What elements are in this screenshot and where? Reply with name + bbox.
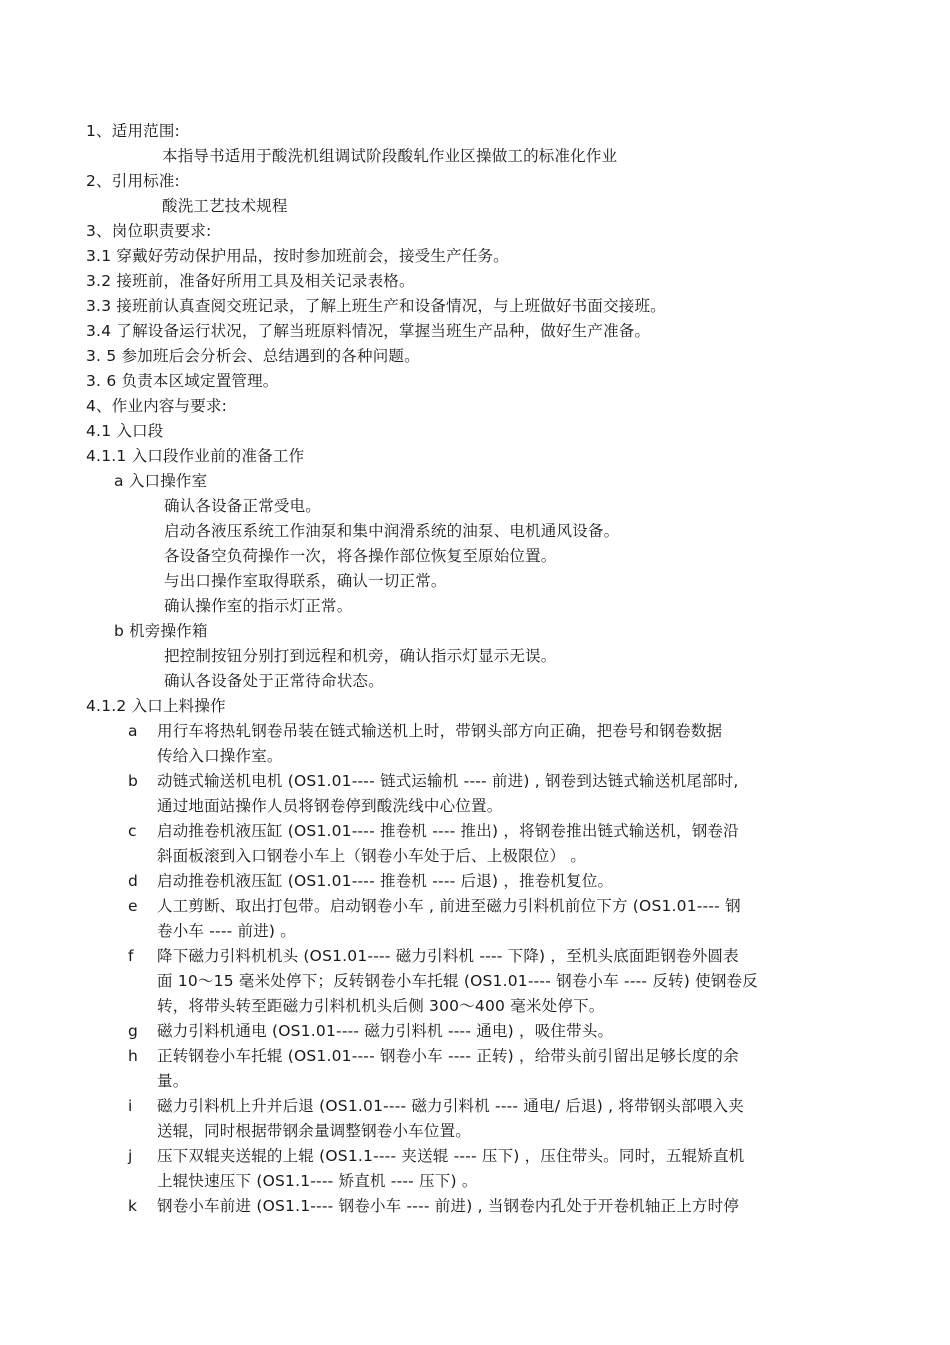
- text-line-m-a: a: [128, 722, 138, 740]
- text-line-a-3: 各设备空负荷操作一次，将各操作部位恢复至原始位置。: [164, 547, 557, 565]
- text-line-t-f-1: 降下磁力引料机机头 (OS1.01---- 磁力引料机 ---- 下降) ，至机头底面距钢卷外圆表: [157, 947, 739, 965]
- text-line-s4-1-1: 4.1.1 入口段作业前的准备工作: [86, 447, 305, 465]
- text-line-s3: 3、岗位职责要求:: [86, 222, 212, 240]
- text-line-t-k-1: 钢卷小车前进 (OS1.1---- 钢卷小车 ---- 前进) , 当钢卷内孔处于开卷机轴正上方时停: [157, 1197, 740, 1215]
- text-line-m-c: c: [128, 822, 137, 840]
- text-line-s4-1: 4.1 入口段: [86, 422, 164, 440]
- text-line-t-a-1: 用行车将热轧钢卷吊装在链式输送机上时，带钢头部方向正确，把卷号和钢卷数据: [157, 722, 723, 740]
- text-line-m-k: k: [128, 1197, 138, 1215]
- text-line-t-f-2: 面 10～15 毫米处停下；反转钢卷小车托辊 (OS1.01---- 钢卷小车 ---- 反转) 使钢卷反: [157, 972, 758, 990]
- text-line-m-d: d: [128, 872, 139, 890]
- text-line-a-4: 与出口操作室取得联系，确认一切正常。: [164, 572, 447, 590]
- text-line-t-i-2: 送辊，同时根据带钢余量调整钢卷小车位置。: [157, 1122, 472, 1140]
- text-line-t-i-1: 磁力引料机上升并后退 (OS1.01---- 磁力引料机 ---- 通电/ 后退) , 将带钢头部喂入夹: [157, 1097, 744, 1115]
- text-line-s3-4: 3.4 了解设备运行状况，了解当班原料情况，掌握当班生产品种，做好生产准备。: [86, 322, 651, 340]
- text-line-a-5: 确认操作室的指示灯正常。: [164, 597, 353, 615]
- text-line-s3-6: 3. 6 负责本区域定置管理。: [86, 372, 279, 390]
- text-line-s2-body: 酸洗工艺技术规程: [162, 197, 288, 215]
- text-line-t-f-3: 转，将带头转至距磁力引料机机头后侧 300～400 毫米处停下。: [157, 997, 605, 1015]
- text-line-t-h-1: 正转钢卷小车托辊 (OS1.01---- 钢卷小车 ---- 正转) ，给带头前引留出足够长度的余: [157, 1047, 739, 1065]
- text-line-t-b-2: 通过地面站操作人员将钢卷停到酸洗线中心位置。: [157, 797, 503, 815]
- text-line-t-d-1: 启动推卷机液压缸 (OS1.01---- 推卷机 ---- 后退) ，推卷机复位。: [157, 872, 614, 890]
- text-line-t-c-2: 斜面板滚到入口钢卷小车上（钢卷小车处于后、上极限位） 。: [157, 847, 587, 865]
- text-line-m-b: b: [128, 772, 139, 790]
- text-line-s4-1-2: 4.1.2 入口上料操作: [86, 697, 226, 715]
- text-line-t-g-1: 磁力引料机通电 (OS1.01---- 磁力引料机 ---- 通电) ，吸住带头。: [157, 1022, 614, 1040]
- text-line-s1: 1、适用范围:: [86, 122, 180, 140]
- text-line-m-e: e: [128, 897, 138, 915]
- text-line-m-h: h: [128, 1047, 139, 1065]
- text-line-m-g: g: [128, 1022, 139, 1040]
- text-line-s3-3: 3.3 接班前认真查阅交班记录，了解上班生产和设备情况，与上班做好书面交接班。: [86, 297, 666, 315]
- text-line-s2: 2、引用标准:: [86, 172, 180, 190]
- text-line-t-j-1: 压下双辊夹送辊的上辊 (OS1.1---- 夹送辊 ---- 压下) ，压住带头。同时，五辊矫直机: [157, 1147, 745, 1165]
- text-line-s3-1: 3.1 穿戴好劳动保护用品，按时参加班前会，接受生产任务。: [86, 247, 509, 265]
- text-line-m-i: i: [128, 1097, 133, 1115]
- text-line-t-e-1: 人工剪断、取出打包带。启动钢卷小车 , 前进至磁力引料机前位下方 (OS1.01---- 钢: [157, 897, 741, 915]
- text-line-s4-1-1-b: b 机旁操作箱: [114, 622, 208, 640]
- text-line-t-h-2: 量。: [157, 1072, 189, 1090]
- text-line-s4-1-1-a: a 入口操作室: [114, 472, 208, 490]
- text-line-a-2: 启动各液压系统工作油泵和集中润滑系统的油泵、电机通风设备。: [164, 522, 620, 540]
- text-line-b-1: 把控制按钮分别打到远程和机旁，确认指示灯显示无误。: [164, 647, 557, 665]
- text-line-s1-body: 本指导书适用于酸洗机组调试阶段酸轧作业区操做工的标准化作业: [162, 147, 618, 165]
- text-line-b-2: 确认各设备处于正常待命状态。: [164, 672, 384, 690]
- text-line-m-f: f: [128, 947, 134, 965]
- text-line-m-j: j: [128, 1147, 133, 1165]
- text-line-t-b-1: 动链式输送机电机 (OS1.01---- 链式运输机 ---- 前进) , 钢卷到达链式输送机尾部时,: [157, 772, 739, 790]
- text-line-s4: 4、作业内容与要求:: [86, 397, 228, 415]
- text-line-s3-2: 3.2 接班前，准备好所用工具及相关记录表格。: [86, 272, 415, 290]
- text-line-t-a-2: 传给入口操作室。: [157, 747, 283, 765]
- text-line-t-e-2: 卷小车 ---- 前进) 。: [157, 922, 297, 940]
- text-line-t-j-2: 上辊快速压下 (OS1.1---- 矫直机 ---- 压下) 。: [157, 1172, 478, 1190]
- text-line-s3-5: 3. 5 参加班后会分析会、总结遇到的各种问题。: [86, 347, 420, 365]
- text-line-a-1: 确认各设备正常受电。: [164, 497, 322, 515]
- text-line-t-c-1: 启动推卷机液压缸 (OS1.01---- 推卷机 ---- 推出) ，将钢卷推出链式输送机，钢卷沿: [157, 822, 739, 840]
